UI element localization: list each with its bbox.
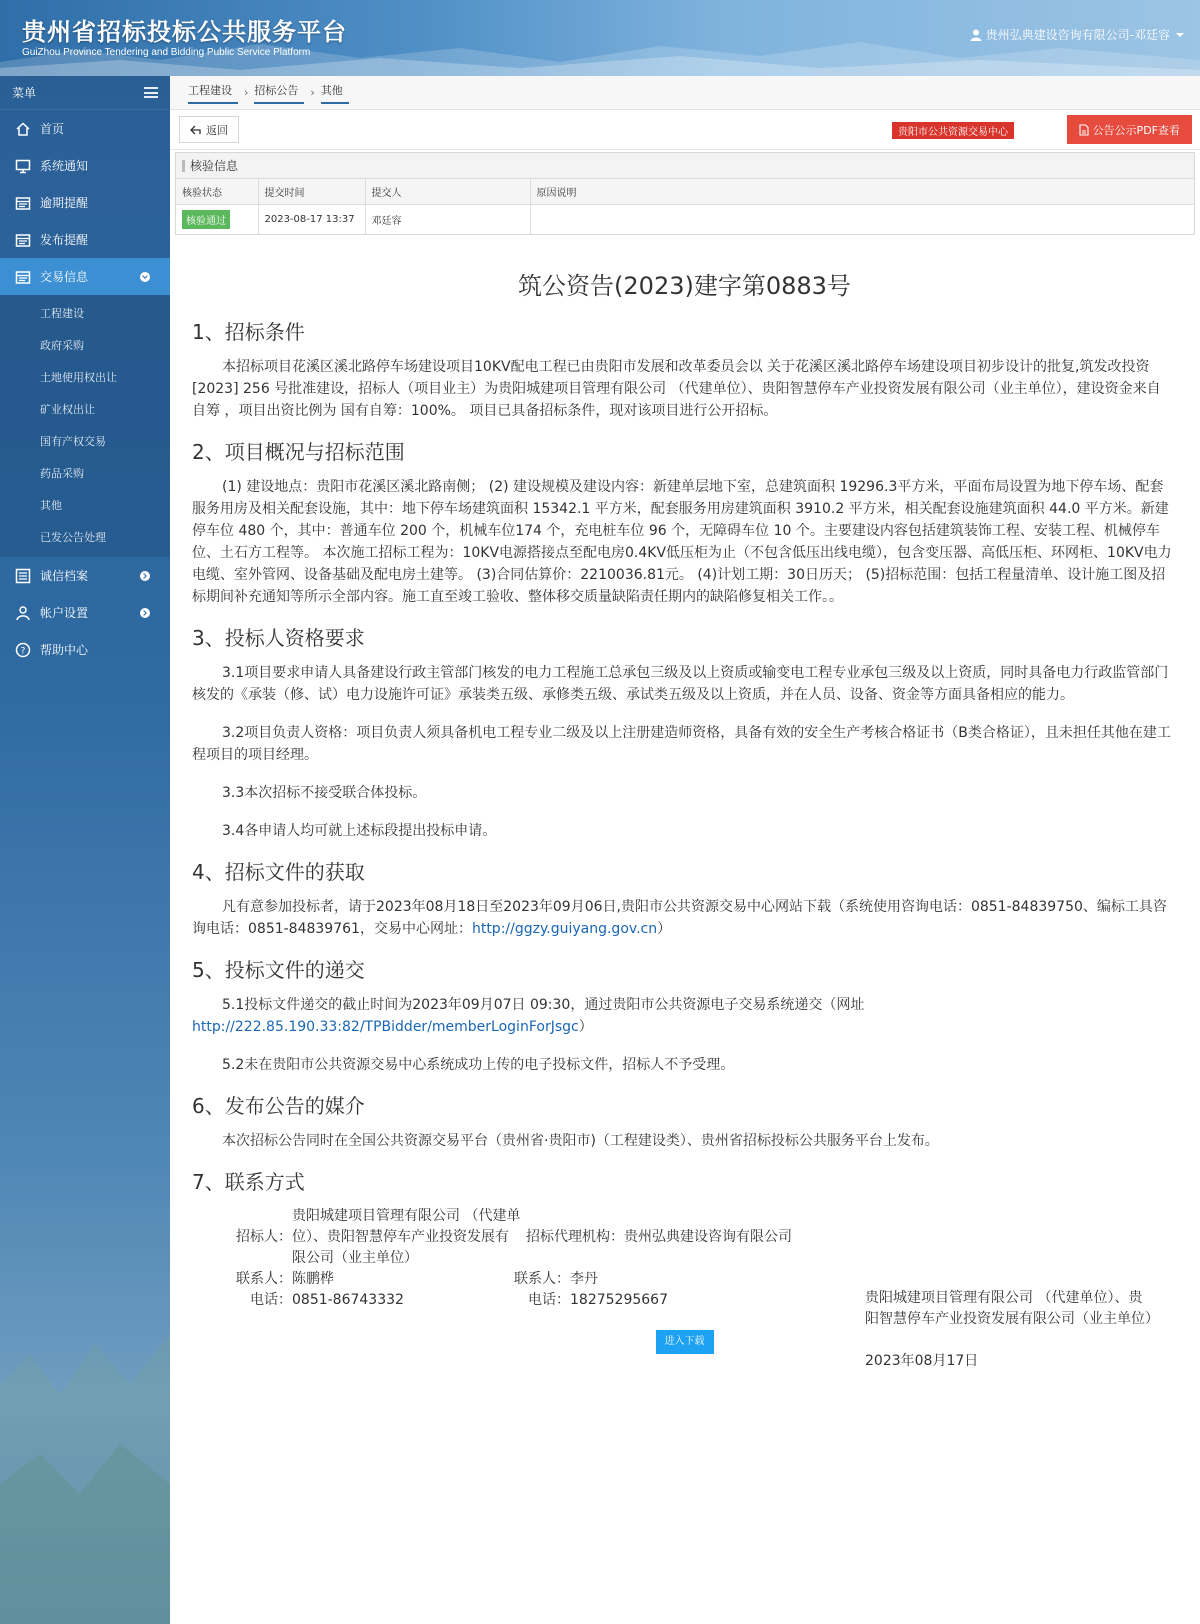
agency-label: 招标代理机构： — [526, 1229, 624, 1245]
user-name: 贵州弘典建设咨询有限公司-邓廷容 — [985, 28, 1170, 42]
chevron-right-icon — [140, 571, 150, 581]
section-paragraph: 3.4各申请人均可就上述标段提出投标申请。 — [222, 823, 497, 839]
section-paragraph: 5.2未在贵阳市公共资源交易中心系统成功上传的电子投标文件，招标人不予受理。 — [222, 1057, 735, 1073]
section-paragraph: 本次招标公告同时在全国公共资源交易平台（贵州省·贵阳市)（工程建设类）、贵州省招标投标公共服务平台上发布。 — [222, 1133, 939, 1149]
column-header: 提交时间 — [258, 179, 365, 204]
column-header: 提交人 — [365, 179, 530, 204]
list-icon — [14, 567, 32, 585]
back-button[interactable] — [179, 116, 239, 143]
sidebar-item-label: 首页 — [40, 122, 65, 136]
contact-label: 联系人： — [236, 1271, 292, 1287]
submenu-item-engineering[interactable]: 工程建设 — [40, 307, 84, 320]
signature-org: 贵阳城建项目管理有限公司 （代建单位）、贵阳智慧停车产业投资发展有限公司（业主单位） — [865, 1290, 1159, 1327]
submenu-item-drug-procurement[interactable]: 药品采购 — [40, 467, 84, 480]
sidebar-item-home[interactable] — [0, 110, 170, 147]
sidebar-item-overdue[interactable] — [0, 184, 170, 221]
site-subtitle: GuiZhou Province Tendering and Bidding Public Service Platform — [22, 47, 311, 58]
agency-value: 贵州弘典建设咨询有限公司 — [624, 1229, 792, 1245]
pdf-view-button[interactable] — [1067, 115, 1192, 144]
bidder-login-link[interactable]: http://222.85.190.33:82/TPBidder/memberLoginForJsgc — [192, 1019, 579, 1035]
section-heading: 1、招标条件 — [192, 320, 305, 344]
toolbar — [170, 110, 1200, 150]
phone-label: 电话： — [528, 1292, 570, 1308]
caret-down-icon — [1176, 33, 1184, 37]
time-cell: 2023-08-17 13:37 — [258, 204, 365, 234]
section-heading: 6、发布公告的媒介 — [192, 1094, 365, 1118]
download-button[interactable]: 进入下载 — [656, 1330, 714, 1354]
paragraph-text: 凡有意参加投标者，请于2023年08月18日至2023年09月06日,贵阳市公共资源交易中心网站下载（系统使用咨询电话：0851-84839750、编标工具咨询电话：0851-84839761，交易中心网址： — [192, 899, 1167, 937]
section-heading: 7、联系方式 — [192, 1170, 305, 1194]
verification-title: 核验信息 — [176, 153, 1194, 179]
sidebar-item-label: 帐户设置 — [40, 606, 89, 620]
section-paragraph: 3.1项目要求申请人具备建设行政主管部门核发的电力工程施工总承包三级及以上资质或输变电工程专业承包三级及以上资质，同时具备电力行政监管部门核发的《承装（修、试）电力设施许可证》承装类五级、承修类五级、承试类五级及以上资质，并在人员、设备、资金等方面具备相应的能力。 — [192, 665, 1169, 703]
sidebar-item-account[interactable] — [0, 594, 170, 631]
chevron-down-icon — [140, 272, 150, 282]
sidebar-item-label: 交易信息 — [40, 270, 89, 284]
verification-panel — [175, 152, 1195, 235]
pdf-icon — [1079, 124, 1089, 136]
tenderer-label: 招标人： — [236, 1229, 292, 1245]
sidebar-mountain-decoration — [0, 1264, 170, 1624]
chevron-right-icon — [140, 608, 150, 618]
sidebar-item-label: 逾期提醒 — [40, 196, 89, 210]
status-cell — [176, 204, 258, 234]
submenu-item-gov-procurement[interactable]: 政府采购 — [40, 339, 84, 352]
breadcrumb-item[interactable]: 其他 — [321, 82, 349, 104]
contact-value: 陈鹏桦 — [292, 1271, 334, 1287]
site-header — [0, 0, 1200, 76]
sidebar-submenu — [0, 295, 170, 557]
monitor-icon — [14, 157, 32, 175]
sidebar-item-help[interactable] — [0, 631, 170, 668]
phone-label: 电话： — [250, 1292, 292, 1308]
submenu-item-other[interactable]: 其他 — [40, 499, 62, 512]
table-header-row — [176, 179, 1194, 204]
home-icon — [14, 120, 32, 138]
sidebar-item-notice[interactable] — [0, 147, 170, 184]
breadcrumb-item[interactable]: 工程建设 — [188, 82, 238, 104]
trade-center-button[interactable]: 贵阳市公共资源交易中心 — [892, 122, 1014, 139]
status-badge: 核验通过 — [182, 210, 230, 229]
announcement-title: 筑公资告(2023)建字第0883号 — [518, 272, 851, 300]
table-row — [176, 204, 1194, 234]
submenu-item-state-property[interactable]: 国有产权交易 — [40, 435, 106, 448]
hamburger-icon[interactable] — [144, 87, 158, 98]
section-paragraph: 3.2项目负责人资格：项目负责人须具备机电工程专业二级及以上注册建造师资格，具备有效的安全生产考核合格证书（B类合格证），且未担任其他在建工程项目的项目经理。 — [192, 725, 1171, 763]
section-paragraph — [192, 896, 1177, 940]
back-button-label: 返回 — [206, 123, 228, 137]
section-paragraph: 本招标项目花溪区溪北路停车场建设项目10KV配电工程已由贵阳市发展和改革委员会以 关于花溪区溪北路停车场建设项目初步设计的批复,筑发改投资[2023] 256 号批准建设，招标人（项目业主）为贵阳城建项目管理有限公司 （代建单位）、贵阳智慧停车产业投资发展有限公司（业主单位），建设资金来自 自筹 ，项目出资比例为 国有自筹：100%。 项目已具备招标条件，现对该项目进行公开招标。 — [192, 359, 1161, 419]
submitter-cell: 邓廷容 — [365, 204, 530, 234]
back-arrow-icon — [190, 125, 202, 135]
section-heading: 4、招标文件的获取 — [192, 860, 365, 884]
submenu-item-mining-rights[interactable]: 矿业权出让 — [40, 403, 95, 416]
announcement-document — [192, 264, 1177, 1354]
signature-block — [865, 1288, 1159, 1372]
user-menu[interactable] — [970, 26, 1184, 43]
verification-table — [176, 179, 1194, 234]
paragraph-text: ） — [657, 921, 672, 937]
chevron-right-icon: › — [244, 86, 249, 99]
calendar-icon — [14, 194, 32, 212]
user-icon — [970, 29, 982, 41]
column-header: 核验状态 — [176, 179, 258, 204]
sidebar-item-label: 发布提醒 — [40, 233, 89, 247]
sidebar-item-publish[interactable] — [0, 221, 170, 258]
sidebar-item-label: 帮助中心 — [40, 643, 89, 657]
section-heading: 5、投标文件的递交 — [192, 958, 365, 982]
reason-cell — [530, 204, 1194, 234]
section-heading: 2、项目概况与招标范围 — [192, 440, 405, 464]
calendar-icon — [14, 231, 32, 249]
paragraph-text: 5.1投标文件递交的截止时间为2023年09月07日 09:30，通过贵阳市公共资源电子交易系统递交（网址 — [222, 997, 865, 1013]
sidebar-item-label: 系统通知 — [40, 159, 89, 173]
calendar-icon — [14, 268, 32, 286]
section-paragraph — [192, 994, 1177, 1038]
paragraph-text: ） — [578, 1019, 593, 1035]
sidebar-item-label: 诚信档案 — [40, 569, 89, 583]
contact-label: 联系人： — [514, 1271, 570, 1287]
submenu-item-published-handling[interactable]: 已发公告处理 — [40, 531, 106, 544]
help-icon — [14, 641, 32, 659]
phone-value: 0851-86743332 — [292, 1292, 404, 1308]
main-content — [170, 76, 1200, 1624]
sidebar-menu-header — [0, 76, 170, 110]
chevron-right-icon: › — [310, 86, 315, 99]
signature-date: 2023年08月17日 — [865, 1353, 979, 1369]
contact-value: 李丹 — [570, 1271, 598, 1287]
svg-text:?: ? — [20, 646, 26, 656]
site-title: 贵州省招标投标公共服务平台 — [22, 18, 347, 46]
pdf-button-label: 公告公示PDF查看 — [1092, 123, 1180, 137]
user-icon — [14, 604, 32, 622]
section-paragraph: (1) 建设地点：贵阳市花溪区溪北路南侧； (2) 建设规模及建设内容：新建单层地下室，总建筑面积 19296.3平方米，平面布局设置为地下停车场、配套服务用房及相关配套设施，其中：地下停车场建筑面积 15342.1 平方米，配套服务用房建筑面积 3910.2 平方米，相关配套设施建筑面积 44.0 平方米。新建停车位 480 个，其中：普通车位 200 个，机械车位174 个，充电桩车位 96 个，无障碍车位 10 个。主要建设内容包括建筑装饰工程、安装工程、机械停车位、土石方工程等。 本次施工招标工程为：10KV电源搭接点至配电房0.4KV低压柜为止（不包含低压出线电缆），包含变压器、高低压柜、环网柜、10KV电力电缆、室外管网、设备基础及配电房土建等。 (3)合同估算价：2210036.81元。 (4)计划工期：30日历天； (5)招标范围：包括工程量清单、设计施工图及招标期间补充通知等所示全部内容。施工直至竣工验收、整体移交质量缺陷责任期内的缺陷修复相关工作。。 — [192, 479, 1172, 605]
menu-label: 菜单 — [12, 86, 37, 100]
breadcrumb-item[interactable]: 招标公告 — [254, 82, 304, 104]
sidebar-item-trade-info[interactable] — [0, 258, 170, 295]
section-paragraph: 3.3本次招标不接受联合体投标。 — [222, 785, 427, 801]
sidebar — [0, 76, 170, 1624]
breadcrumb — [170, 76, 1200, 110]
column-header: 原因说明 — [530, 179, 1194, 204]
tenderer-value: 贵阳城建项目管理有限公司 （代建单位）、贵阳智慧停车产业投资发展有限公司（业主单位） — [292, 1208, 521, 1266]
submenu-item-land-use[interactable]: 土地使用权出让 — [40, 371, 117, 384]
trade-center-link[interactable]: http://ggzy.guiyang.gov.cn — [471, 921, 658, 937]
phone-value: 18275295667 — [570, 1292, 668, 1308]
section-heading: 3、投标人资格要求 — [192, 626, 365, 650]
sidebar-item-credit[interactable] — [0, 557, 170, 594]
